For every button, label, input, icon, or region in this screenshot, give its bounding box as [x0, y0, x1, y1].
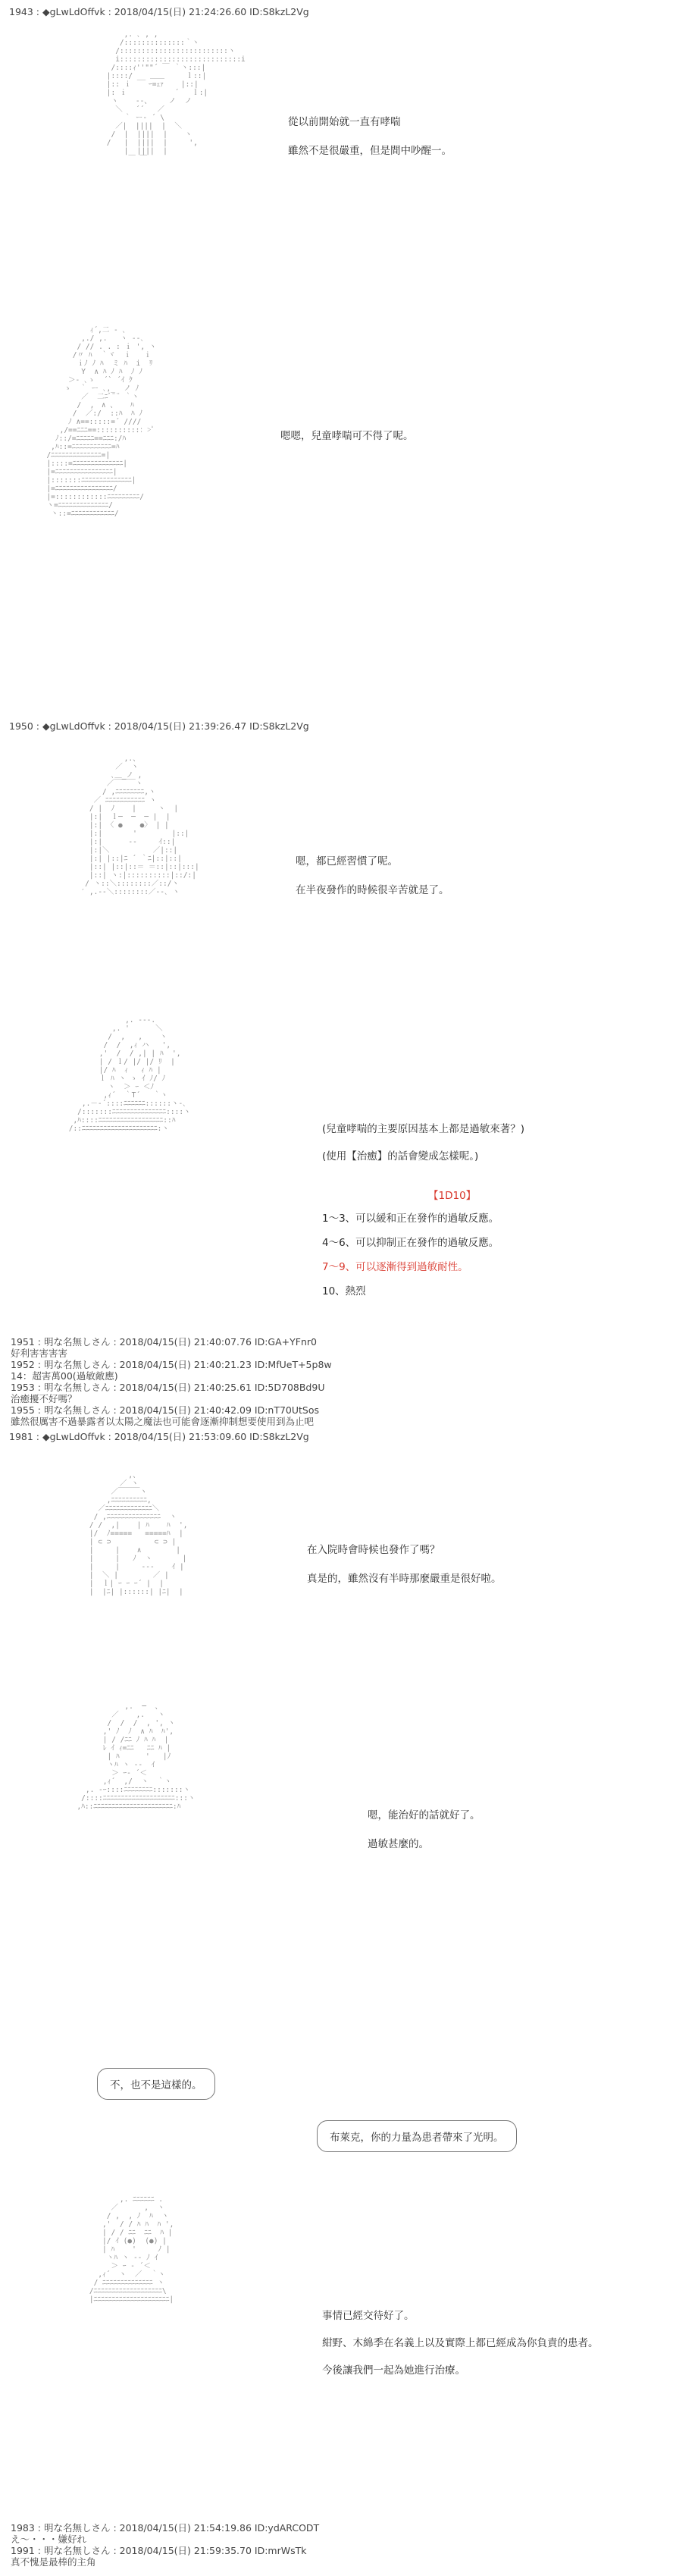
ascii-art-character: ｨ´,二 - ､ ,./ ,. ヽ ‐-､ / // . . : ｉ ', ヽ /〃 ﾊ ｀ヾ ｉ ｉ ｉﾉ ﾉ ﾊ ミ ﾊ i ﾘ Y ∧ ﾊ ﾉ ﾊ ﾉ ﾉ ＞- ､ゝ ´` ´ｲ ｸ ゝ ｀ ー ､,_ ノ ﾉ ／ 二ﾆﾞ¨¨ ｀ヽ / , ∧ 、 ﾊ / ／:/ ::ﾊ ﾊ ﾉ ﾉ ∧==:::::=´ //// ,/==ﾆﾆﾆ==::::::::::：>ﾟ ﾉ::/=ﾆﾆﾆﾆﾆ==ﾆﾆﾆ:/ﾊ ,ﾊ::=ﾆﾆﾆﾆﾆﾆﾆﾆﾆﾆﾆ=ﾊ /ﾆﾆﾆﾆﾆﾆﾆﾆﾆﾆﾆﾆﾆﾆ=| |::::=ﾆﾆﾆﾆﾆﾆﾆﾆﾆﾆﾆﾆﾆﾆ| |=ﾆﾆﾆﾆﾆﾆﾆﾆﾆﾆﾆﾆﾆﾆﾆﾆ| |:::::::ﾆﾆﾆﾆﾆﾆﾆﾆﾆﾆﾆﾆﾆﾆ| |=ﾆﾆﾆﾆﾆﾆﾆﾆﾆﾆﾆﾆﾆﾆﾆﾆ/ |=::::::::::::ﾆﾆﾆﾆﾆﾆﾆﾆﾆ/ ヽ=ﾆﾆﾆﾆﾆﾆﾆﾆﾆﾆﾆﾆﾆﾆ/ ヽ::=ﾆﾆﾆﾆﾆﾆﾆﾆﾆﾆﾆﾆ/ [46, 326, 157, 518]
dialogue-line: 事情已經交待好了。 [322, 2310, 415, 2322]
dialogue-line: 從以前開始就一直有哮喘 [288, 116, 401, 128]
dialogue-block [296, 855, 449, 912]
dialogue-line: 在入院時會時候也發作了嗎？ [307, 1544, 440, 1556]
response-line: 1953 : 明な名無しさん : 2018/04/15(日) 21:40:25.61 ID:5D708Bd9U [11, 1382, 325, 1393]
post-header: 1981 : ◆gLwLdOffvk : 2018/04/15(日) 21:53:09.60 ID:S8kzL2Vg [9, 1431, 309, 1442]
post-header: 1943 : ◆gLwLdOffvk : 2018/04/15(日) 21:24:26.60 ID:S8kzL2Vg [9, 6, 309, 17]
post-header: 1950 : ◆gLwLdOffvk : 2018/04/15(日) 21:39:26.47 ID:S8kzL2Vg [9, 720, 309, 732]
dialogue-block [288, 115, 452, 173]
dialogue-line: 嗯嗯，兒童哮喘可不得了呢。 [280, 430, 414, 442]
dice-block [322, 1189, 499, 1313]
ascii-art-character: ,. -‐-. ,. ' ＼ / , , ヽ / / ,ｨ ハ ', ,' / / ,| | ﾊ ', | / ｌ/ |/ |/ ﾘ | |/ ﾊ ｨ ｨ ﾊ | ｌ ﾊ ヽ ゝ ｲ ﾉ/ ﾉ ヽ ＞ ｰ ＜ﾉ ,ｨ´ ｀T´ ｀ヽ ,.－‐´::::ﾆﾆﾆﾆﾆﾆ::::::ヽ‐､ /:::::::ﾆﾆﾆﾆﾆﾆﾆﾆﾆﾆﾆﾆﾆﾆﾆ::::ヽ ,ﾊ::::ﾆﾆﾆﾆﾆﾆﾆﾆﾆﾆﾆﾆﾆﾆﾆﾆﾆﾆ::ﾊ /::ﾆﾆﾆﾆﾆﾆﾆﾆﾆﾆﾆﾆﾆﾆﾆﾆﾆﾆﾆﾆﾆ:ヽ [68, 1016, 191, 1133]
ascii-art-character: ,、 ／ ヽ ／￣￣￣ヽ ,ﾆﾆﾆﾆﾆﾆﾆﾆﾆﾆ, ／ﾆﾆﾆﾆﾆﾆﾆﾆﾆﾆﾆﾆﾆ＼ / ,ﾆﾆﾆﾆﾆﾆﾆﾆﾆﾆﾆﾆﾆﾆﾆ ヽ / / ,| | ﾊ ﾊ ', |/ ﾉ===== =====ﾊ | | ⊂ ⊃ ⊂ ⊃ | | | ∧ | | | ﾉ ヽ | | | ‐-‐ ｲ | | ＼ | ／ | | ｌ| ｰ ｰ ｰ´ | | | |ﾆ| |::::::| |ﾆ| | [89, 1471, 188, 1596]
dialogue-block [368, 1809, 480, 1866]
dice-title: 【1D10】 [428, 1190, 477, 1202]
dice-option: 1～3、可以緩和正在發作的過敏反應。 [322, 1213, 499, 1225]
response-line: 1991 : 明な名無しさん : 2018/04/15(日) 21:59:35.70 ID:mrWsTk [11, 2545, 307, 2556]
dialogue-block [322, 1122, 524, 1177]
dialogue-block [280, 429, 414, 458]
response-line: 14：超害萬00(過敏敵應) [11, 1370, 118, 1382]
dice-option: 7～9、可以逐漸得到過敏耐性。 [322, 1261, 468, 1273]
response-line: 1983 : 明な名無しさん : 2018/04/15(日) 21:54:19.86 ID:ydARCODT [11, 2522, 320, 2534]
dialogue-line: 雖然不是很嚴重，但是間中吵醒一。 [288, 145, 452, 157]
response-list [11, 1336, 332, 1427]
ascii-art-character: ,. ､ , , /::::::::::::::｀ヽ /:::::::::::::::::::::::::ヽ i::::::::::::::::::::::::::::i /::::ｨ''""´ ￣ ｀ヽ:::| |::::/ __ ＿＿ ｌ::| |:: ｉ ｰ=ｪｧ |::| |: ｉ ´ ｌ:| ヽ ‐-、 ノ ノ ＼ ´´ ／ ｀ ー‐ ´ \ ／| |||| | ＼ / | |||| | ヽ / | |||| | ', | |||| | ￣ ￣ [106, 30, 246, 164]
response-line: 1952 : 明な名無しさん : 2018/04/15(日) 21:40:21.23 ID:MfUeT+5p8w [11, 1359, 332, 1370]
response-line: 治癒擾不好嗎？ [11, 1393, 77, 1404]
response-line: 1955 : 明な名無しさん : 2018/04/15(日) 21:40:42.09 ID:nT70UtSos [11, 1404, 320, 1416]
dialogue-line: 紺野、木綿季在名義上以及實際上都已經成為你負責的患者。 [322, 2337, 599, 2349]
ascii-art-character: ,. ﾆﾆﾆﾆﾆﾆ . ／ , ヽ / , , ﾉ ﾊ ヽ ,' / / ﾊ ﾊ ﾊ ', | / / ﾆﾆ ﾆﾆ ﾊ | |/ ｲ (●) (●) | | ﾊ ' ﾉ | ヽﾊ ヽ ‐‐ ﾉ ｲ ＞ ｰ ‐ ´＜ ,ｨ´ ヽ ／ ｀ヽ / ﾆﾆﾆﾆﾆﾆﾆﾆﾆﾆﾆﾆﾆﾆ ヽ /ﾆﾆﾆﾆﾆﾆﾆﾆﾆﾆﾆﾆﾆﾆﾆﾆﾆﾆﾆ\ |ﾆﾆﾆﾆﾆﾆﾆﾆﾆﾆﾆﾆﾆﾆﾆﾆﾆﾆﾆﾆﾆ| [89, 2195, 174, 2304]
dialogue-line: 真是的，雖然沒有半時那麼嚴重是很好啦。 [307, 1573, 502, 1585]
response-line: え～・・・嫌好れ [11, 2534, 87, 2545]
dialogue-block [307, 1543, 502, 1601]
response-line: 好利害害害害 [11, 1348, 68, 1359]
dice-option: 10、熱烈 [322, 1285, 366, 1297]
ascii-art-character: ,.、 ／ ヽ ､＿_ノ , ／￣￣￣ヽ / ,ﾆﾆﾆﾆﾆﾆﾆﾆ,ヽ ／ ﾆﾆﾆﾆﾆﾆﾆﾆﾆﾆﾆ ヽ / | ﾉ | ヽ | |:| ｌ─ ─ ─ | | |:| 〈 ● ●〉 | | |:| ' |::| |:| ‐‐ ｲ::| |:|＼ ／|::| |:| |::|ﾆ ´ ｀ﾆ|::|::| |::| |::|::＝ ＝::|::|:::| |::| ヽ:|::::::::::|::/:| / ヽ::＼::::::::／::/ヽ ′ ,.-‐＼::::::::／-‐､ ヽ [80, 755, 199, 896]
dialogue-line: (使用【治癒】的話會變成怎樣呢。) [322, 1150, 479, 1162]
speech-bubble: 布萊克，你的力量為患者帶來了光明。 [317, 2120, 517, 2152]
dialogue-line: 嗯，能治好的話就好了。 [368, 1809, 480, 1821]
dialogue-line: 過敏甚麼的。 [368, 1838, 429, 1850]
dialogue-line: (兒童哮喘的主要原因基本上都是過敏來著？) [322, 1123, 525, 1135]
dialogue-line: 嗯，都已經習慣了呢。 [296, 855, 398, 868]
response-line: 真不愧是最棒的主角 [11, 2556, 96, 2568]
response-line: 雖然很厲害不過暴露者以太陽之魔法也可能會逐漸抑制想要使用到為止吧 [11, 1416, 315, 1427]
dialogue-line: 今後讓我們一起為她進行治療。 [322, 2364, 465, 2377]
ascii-art-character: ,. ─ 、 ／ ,. ヽ / / / , ', ヽ ,' ﾉ ﾉ ∧ ﾊ ﾊ', | / /ﾆﾆ ﾉ ﾊ ﾊ | ﾚ ｲ ｨ=ﾆﾆ ﾆﾆ ﾊ | | ﾊ ' |ﾉ ヽﾊ ヽ ‐‐ ｲ ＞ ｰ‐ ´＜ ,ｨ´ ,/ ヽ ｀ヽ ,. -ｰ::::ﾆﾆﾆﾆﾆﾆﾆﾆ:::::::ヽ /::::ﾆﾆﾆﾆﾆﾆﾆﾆﾆﾆﾆﾆﾆﾆﾆﾆﾆﾆﾆﾆ:::ヽ ,ﾊ::ﾆﾆﾆﾆﾆﾆﾆﾆﾆﾆﾆﾆﾆﾆﾆﾆﾆﾆﾆﾆﾆﾆ:ﾊ [77, 1702, 196, 1811]
dialogue-line: 在半夜發作的時候很辛苦就是了。 [296, 884, 449, 896]
dialogue-block [322, 2309, 599, 2391]
speech-bubble: 不，也不是這樣的。 [97, 2068, 215, 2100]
dice-option: 4～6、可以抑制正在發作的過敏反應。 [322, 1237, 499, 1249]
response-line: 1951 : 明な名無しさん : 2018/04/15(日) 21:40:07.76 ID:GA+YFnr0 [11, 1336, 317, 1348]
response-list [11, 2522, 319, 2568]
